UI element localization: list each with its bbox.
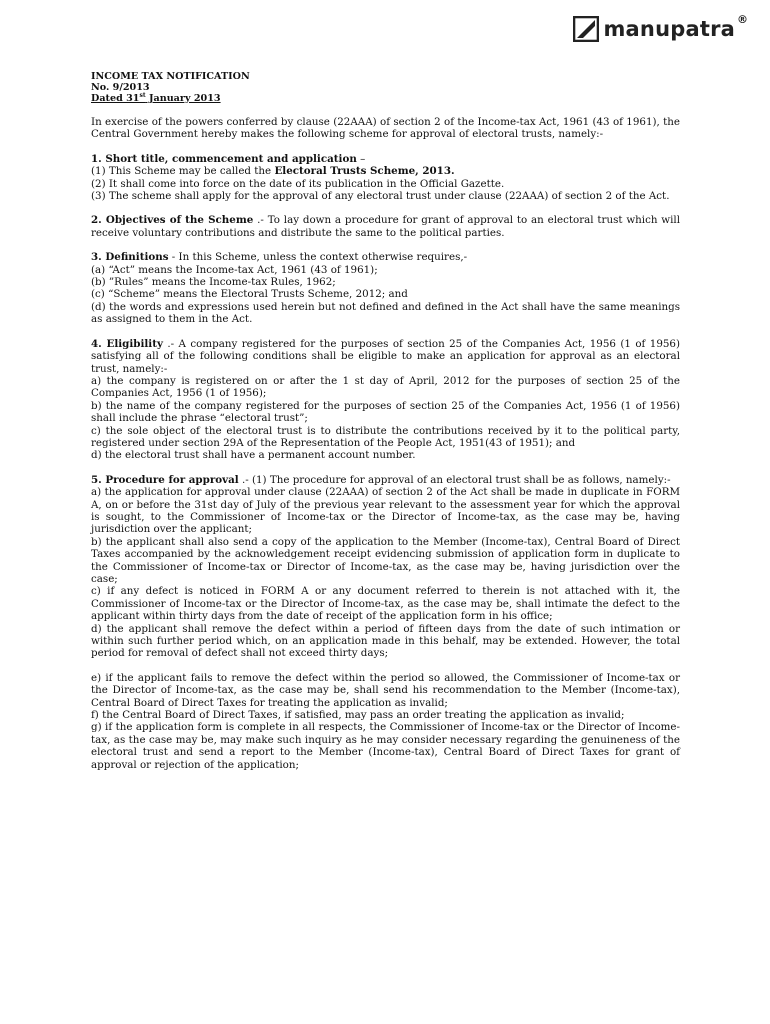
definition-d: (d) the words and expressions used herein but not defined and defined in the Act shall have the same meanings as assigned to them in the Act. xyxy=(91,300,680,326)
section-4-text: .- A company registered for the purposes of section 25 of the Companies Act, 1956 (1 of 1956) satisfying all of the following conditions shall be eligible to make an application for approval as an electoral trust, namely:- xyxy=(91,337,680,375)
notification-title: INCOME TAX NOTIFICATION xyxy=(91,71,250,82)
definition-c: (c) “Scheme” means the Electoral Trusts Scheme, 2012; and xyxy=(91,288,408,301)
definition-b: (b) ”Rules” means the Income-tax Rules, 1962; xyxy=(91,276,336,289)
section-1-clause-2: (2) It shall come into force on the date of its publication in the Official Gazette. xyxy=(91,177,505,190)
date-superscript: st xyxy=(139,91,146,99)
eligibility-c: c) the sole object of the electoral trust is to distribute the contributions received by it to the political party, registered under section 29A of the Representation of the People Act, 1951(43 of 1951); and xyxy=(91,424,680,449)
section-1-heading xyxy=(91,153,680,165)
section-4 xyxy=(91,338,680,375)
section-5 xyxy=(91,474,680,486)
section-2-title: 2. Objectives of the Scheme xyxy=(91,214,254,227)
manupatra-logo-icon xyxy=(573,16,599,42)
eligibility-d: d) the electoral trust shall have a permanent account number. xyxy=(91,449,416,462)
procedure-b: b) the applicant shall also send a copy of the application to the Member (Income-tax), Central Board of Direct Taxes accompanied by the acknowledgement receipt evidencing submission of application form in duplicate to the Commissioner of Income-tax or Director of Income-tax, as the case may be, having jurisdiction over the case; xyxy=(91,535,680,585)
section-5-text: .- (1) The procedure for approval of an electoral trust shall be as follows, namely:- xyxy=(238,473,671,486)
section-4-title: 4. Eligibility xyxy=(91,337,163,350)
section-3 xyxy=(91,251,680,263)
date-prefix: Dated 31 xyxy=(91,93,140,104)
eligibility-a: a) the company is registered on or after the 1 st day of April, 2012 for the purposes of section 25 of the Companies Act, 1956 (1 of 1956); xyxy=(91,374,680,400)
section-1-title: 1. Short title, commencement and application xyxy=(91,152,357,165)
section-1-dash: – xyxy=(356,152,366,165)
notification-number: No. 9/2013 xyxy=(91,82,150,93)
procedure-g: g) if the application form is complete in all respects, the Commissioner of Income-tax or the Director of Income-tax, as the case may be, may make such inquiry as he may consider necessary regarding the genuineness of the electoral trust and send a report to the Member (Income-tax), Central Board of Direct Taxes for grant of approval or rejection of the application; xyxy=(91,721,680,771)
section-2-text: .- To lay down a procedure for grant of approval to an electoral trust which will receive voluntary contributions and distribute the same to the political parties. xyxy=(91,214,680,239)
document-body xyxy=(91,71,680,771)
intro-paragraph: In exercise of the powers conferred by clause (22AAA) of section 2 of the Income-tax Act, 1961 (43 of 1961), the Central Government hereby makes the following scheme for approval of electoral trusts, namely:- xyxy=(91,116,680,141)
date-suffix: January 2013 xyxy=(145,93,221,104)
section-5-title: 5. Procedure for approval xyxy=(91,473,239,486)
section-1-clause-3: (3) The scheme shall apply for the approval of any electoral trust under clause (22AAA) of section 2 of the Act. xyxy=(91,190,670,203)
registered-mark: ® xyxy=(737,12,748,26)
manupatra-logo xyxy=(573,12,748,42)
procedure-d: d) the applicant shall remove the defect within a period of fifteen days from the date of such intimation or within such further period which, on an application made in this behalf, may be extended. However, the total period for removal of defect shall not exceed thirty days; xyxy=(91,622,680,660)
section-1-clause-1 xyxy=(91,165,680,177)
procedure-f: f) the Central Board of Direct Taxes, if satisfied, may pass an order treating the application as invalid; xyxy=(91,709,625,722)
logo-brand-text: manupatra xyxy=(603,17,735,41)
section-3-title: 3. Definitions xyxy=(91,251,169,264)
notification-date xyxy=(91,93,680,104)
scheme-name: Electoral Trusts Scheme, 2013. xyxy=(274,165,455,178)
procedure-a: a) the application for approval under clause (22AAA) of section 2 of the Act shall be made in duplicate in FORM A, on or before the 31st day of July of the previous year relevant to the assessment year for which the approval is sought, to the Commissioner of Income-tax or the Director of Income-tax, as the case may be, having jurisdiction over the applicant; xyxy=(91,486,680,536)
section-3-text: - In this Scheme, unless the context otherwise requires,- xyxy=(168,251,468,264)
section-2 xyxy=(91,214,680,239)
procedure-e: e) if the applicant fails to remove the defect within the period so allowed, the Commissioner of Income-tax or the Director of Income-tax, as the case may be, shall send his recommendation to the Member (Income-tax), Central Board of Direct Taxes for treating the application as invalid; xyxy=(91,671,680,709)
definition-a: (a) “Act” means the Income-tax Act, 1961 (43 of 1961); xyxy=(91,263,378,276)
procedure-c: c) if any defect is noticed in FORM A or any document referred to therein is not attached with it, the Commissioner of Income-tax or the Director of Income-tax, as the case may be, shall intimate the defect to the applicant within thirty days from the date of receipt of the application form in his office; xyxy=(91,585,680,623)
clause-1-text: (1) This Scheme may be called the xyxy=(91,165,275,178)
eligibility-b: b) the name of the company registered for the purposes of section 25 of the Companies Act, 1956 (1 of 1956) shall include the phrase “electoral trust”; xyxy=(91,399,680,425)
